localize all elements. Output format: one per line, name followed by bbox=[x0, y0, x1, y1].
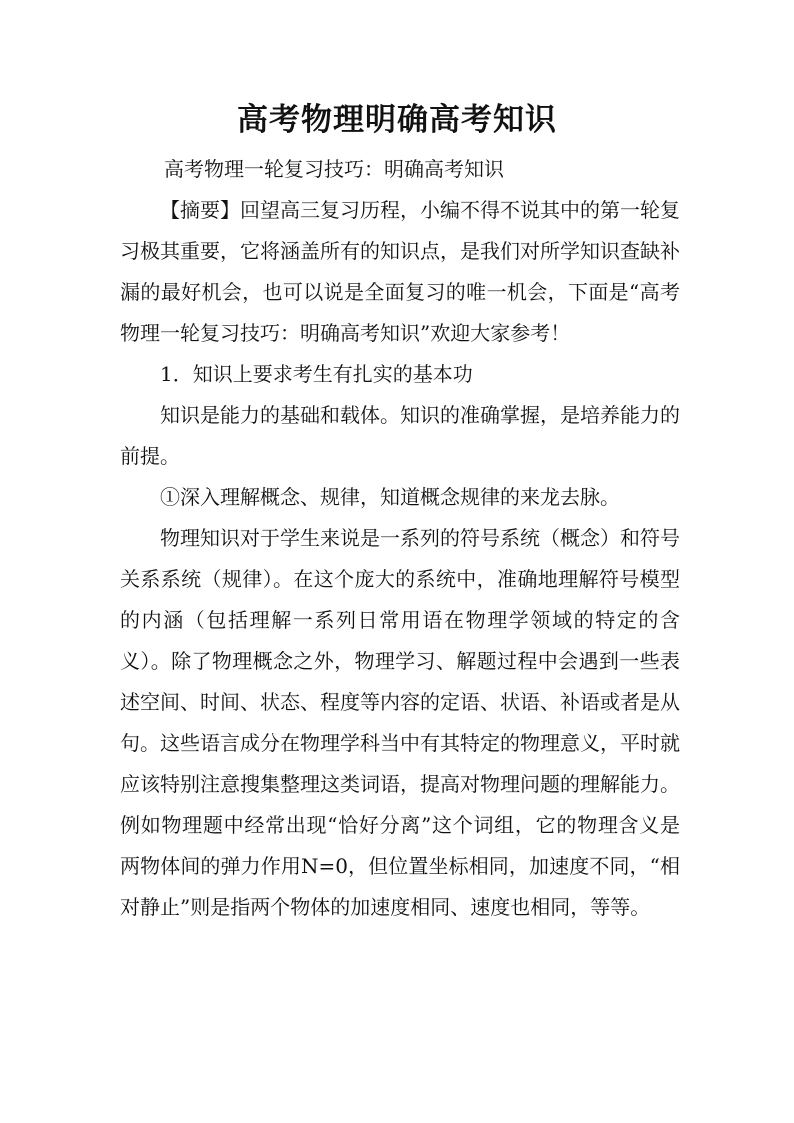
document-title: 高考物理明确高考知识 bbox=[237, 102, 557, 138]
point-heading: ①深入理解概念、规律，知道概念规律的来龙去脉。 bbox=[160, 485, 620, 509]
document-body bbox=[120, 149, 680, 928]
section-intro-paragraph: 知识是能力的基础和载体。知识的准确掌握，是培养能力的前提。 bbox=[120, 403, 680, 468]
section-heading: 1．知识上要求考生有扎实的基本功 bbox=[160, 362, 473, 386]
abstract-paragraph: 【摘要】回望高三复习历程，小编不得不说其中的第一轮复习极其重要，它将涵盖所有的知识点，是我们对所学知识查缺补漏的最好机会，也可以说是全面复习的唯一机会，下面是“高考物理一轮复习技巧：明确高考知识”欢迎大家参考！ bbox=[120, 198, 680, 345]
point-body-paragraph: 物理知识对于学生来说是一系列的符号系统（概念）和符号关系系统（规律）。在这个庞大的系统中，准确地理解符号模型的内涵（包括理解一系列日常用语在物理学领域的特定的含义）。除了物理概念之外，物理学习、解题过程中会遇到一些表述空间、时间、状态、程度等内容的定语、状语、补语或者是从句。这些语言成分在物理学科当中有其特定的物理意义，平时就应该特别注意搜集整理这类词语，提高对物理问题的理解能力。例如物理题中经常出现“恰好分离”这个词组，它的物理含义是两物体间的弹力作用N=0，但位置坐标相同，加速度不同，“相对静止”则是指两个物体的加速度相同、速度也相同，等等。 bbox=[120, 526, 680, 919]
subtitle-line: 高考物理一轮复习技巧：明确高考知识 bbox=[164, 157, 504, 181]
